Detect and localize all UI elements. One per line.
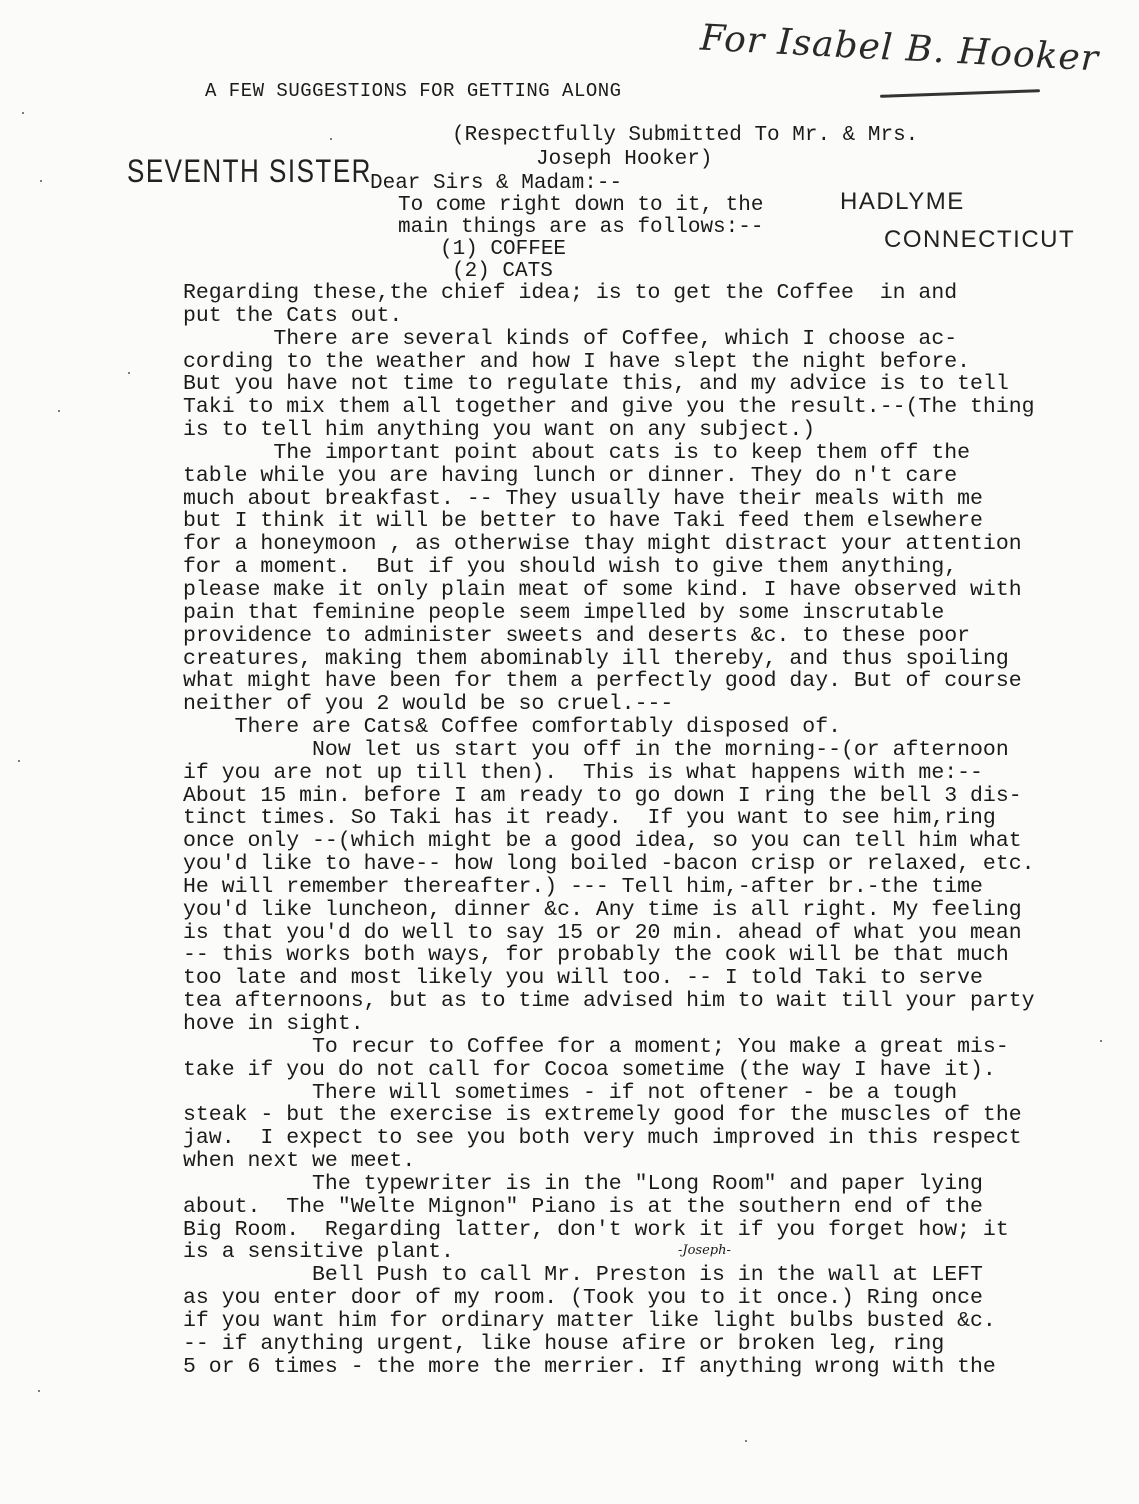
- scan-speck: [40, 180, 42, 182]
- handwritten-recipient-note: For Isabel B. Hooker: [699, 17, 1101, 80]
- scan-speck: [58, 410, 60, 412]
- scan-speck: [128, 372, 130, 374]
- letter-body: Regarding these,the chief idea; is to get the Coffee in and put the Cats out. There are several kinds of Coffee, which I choose ac- cording to the weather and how I have slept the night before. But you have not time to regulate this, and my advice is to tell Taki to mix them all together and give you the result.--(The thing is to tell him anything you want on any subject.) The important point about cats is to keep them off the table while you are having lunch or dinner. They do n't care much about breakfast. -- They usually have their meals with me but I think it will be better to have Taki feed them elsewhere for a honeymoon , as otherwise thay might distract your attention for a moment. But if you should wish to give them anything, please make it only plain meat of some kind. I have observed with pain that feminine people seem impelled by some inscrutable providence to administer sweets and deserts &c. to these poor creatures, making them abominably ill thereby, and thus spoiling what might have been for them a perfectly good day. But of course neither of you 2 would be so cruel.--- There are Cats& Coffee comfortably disposed of. Now let us start you off in the morning--(or afternoon if you are not up till then). This is what happens with me:-- About 15 min. before I am ready to go down I ring the bell 3 dis- tinct times. So Taki has it ready. If you want to see him,ring once only --(which might be a good idea, so you can tell him what you'd like to have-- how long boiled -bacon crisp or relaxed, etc. He will remember thereafter.) --- Tell him,-after br.-the time you'd like luncheon, dinner &c. Any time is all right. My feeling is that you'd do well to say 15 or 20 min. ahead of what you mean -- this works both ways, for probably the cook will be that much too late and most likely you will too. -- I told Taki to serve tea afternoons, but as to time advised him to wait till your party hove in sight. To recur to Coffee for a moment; You make a great mis- take if you do not call for Cocoa sometime (the way I have it). There will sometimes - if not oftener - be a tough steak - but the exercise is extremely good for the muscles of the jaw. I expect to see you both very much improved in this respect when next we meet. The typewriter is in the "Long Room" and paper lying about. The "Welte Mignon" Piano is at the southern end of the Big Room. Regarding latter, don't work it if you forget how; it is a sensitive plant. Bell Push to call Mr. Preston is in the wall at LEFT as you enter door of my room. (Took you to it once.) Ring once if you want him for ordinary matter like light bulbs busted &c. -- if anything urgent, like house afire or broken leg, ring 5 or 6 times - the more the merrier. If anything wrong with the: [183, 281, 1035, 1379]
- scan-speck: [38, 1390, 40, 1392]
- list-item-cats: (2) CATS: [452, 260, 553, 283]
- letterhead-state: CONNECTICUT: [884, 226, 1076, 253]
- scan-speck: [18, 760, 20, 762]
- intro-line-1: To come right down to it, the: [398, 194, 764, 217]
- letter-title: A FEW SUGGESTIONS FOR GETTING ALONG: [205, 80, 622, 102]
- intro-line-2: main things are as follows:--: [398, 216, 764, 239]
- scan-speck: [330, 138, 332, 140]
- scan-speck: [745, 1440, 747, 1442]
- salutation: Dear Sirs & Madam:--: [370, 172, 623, 195]
- handwritten-insertion: -Joseph-: [678, 1243, 731, 1258]
- scan-speck: [1100, 1040, 1102, 1042]
- submitted-line-2: Joseph Hooker): [536, 148, 713, 171]
- list-item-coffee: (1) COFFEE: [440, 238, 567, 261]
- scan-speck: [22, 112, 24, 114]
- submitted-line-1: (Respectfully Submitted To Mr. & Mrs.: [452, 124, 919, 147]
- letterhead-town: HADLYME: [840, 188, 965, 215]
- letterhead-estate-name: SEVENTH SISTER: [127, 152, 372, 190]
- handwritten-underline: [880, 89, 1040, 98]
